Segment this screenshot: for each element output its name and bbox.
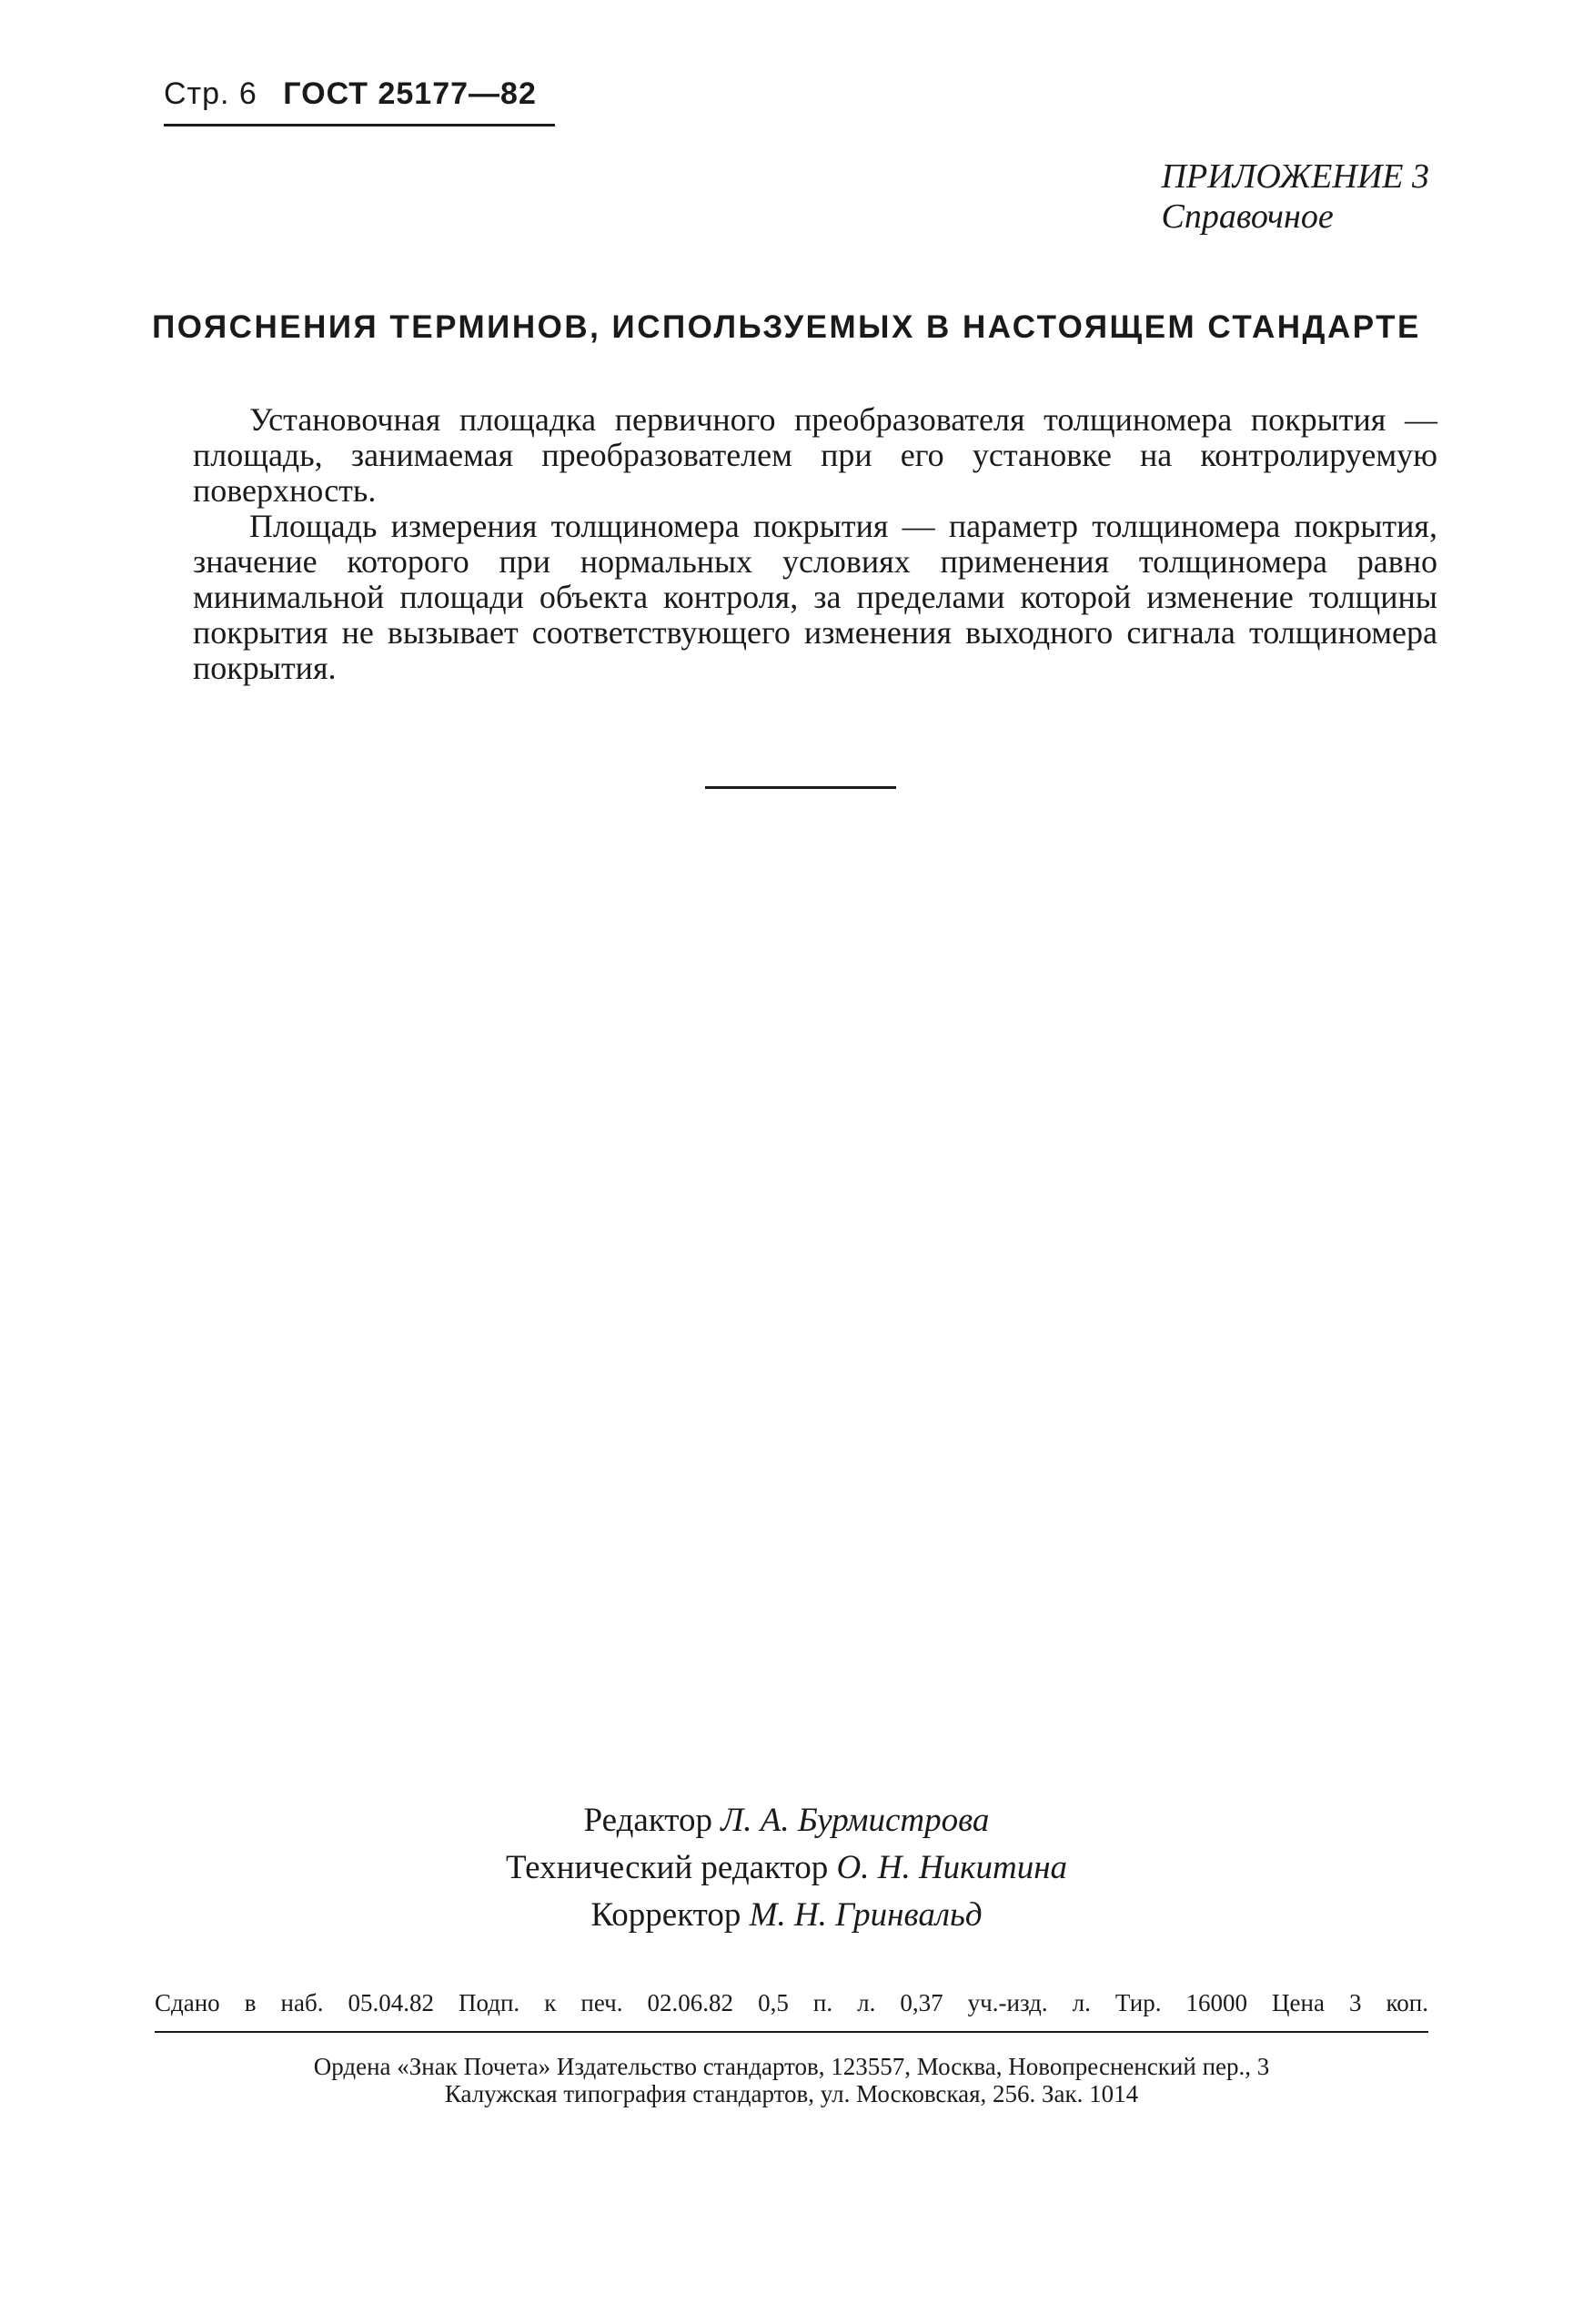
header-rule	[164, 124, 555, 126]
imprint-publisher-line: Ордена «Знак Почета» Издательство стандартов, 123557, Москва, Новопресненский пер., 3	[313, 2053, 1270, 2080]
separator-line	[705, 786, 896, 789]
imprint-print-data: Сдано в наб. 05.04.82 Подп. к печ. 02.06.82 0,5 п. л. 0,37 уч.-изд. л. Тир. 16000 Цена 3 коп.	[155, 1989, 1428, 2016]
page-header	[164, 76, 537, 112]
appendix-label: ПРИЛОЖЕНИЕ 3	[1161, 157, 1429, 196]
credit-role: Корректор	[590, 1896, 741, 1934]
credit-proofreader	[0, 1892, 1573, 1939]
standard-number: ГОСТ 25177—82	[283, 76, 537, 111]
paragraph-measurement-area: Площадь измерения толщиномера покрытия — параметр толщиномера покрытия, значение которого при нормальных условиях применения толщиномера равно минимальной площади объекта контроля, за пределами которой изменение толщины покрытия не вызывает соответствующего изменения выходного сигнала толщиномера покрытия.	[193, 508, 1437, 686]
paragraph-installation-area: Установочная площадка первичного преобразователя толщиномера покрытия — площадь, занимаемая преобразователем при его установке на контролируемую поверхность.	[193, 401, 1437, 509]
imprint-rule	[155, 2031, 1428, 2033]
appendix-block	[1162, 157, 1429, 237]
credit-name: О. Н. Никитина	[836, 1849, 1068, 1886]
appendix-type: Справочное	[1161, 197, 1334, 236]
imprint-publisher	[155, 2053, 1428, 2107]
section-title: ПОЯСНЕНИЯ ТЕРМИНОВ, ИСПОЛЬЗУЕМЫХ В НАСТОЯЩЕМ СТАНДАРТЕ	[152, 309, 1421, 345]
credit-role: Технический редактор	[505, 1849, 829, 1886]
credit-name: Л. А. Бурмистрова	[721, 1802, 990, 1839]
credits-block	[0, 1797, 1573, 1939]
page-number: Стр. 6	[164, 76, 257, 111]
credit-editor	[0, 1797, 1573, 1844]
credit-role: Редактор	[583, 1802, 712, 1839]
credit-name: М. Н. Гринвальд	[749, 1896, 983, 1934]
credit-tech-editor	[0, 1844, 1573, 1892]
body-text	[193, 402, 1437, 686]
imprint-printer-line: Калужская типография стандартов, ул. Московская, 256. Зак. 1014	[444, 2080, 1139, 2107]
